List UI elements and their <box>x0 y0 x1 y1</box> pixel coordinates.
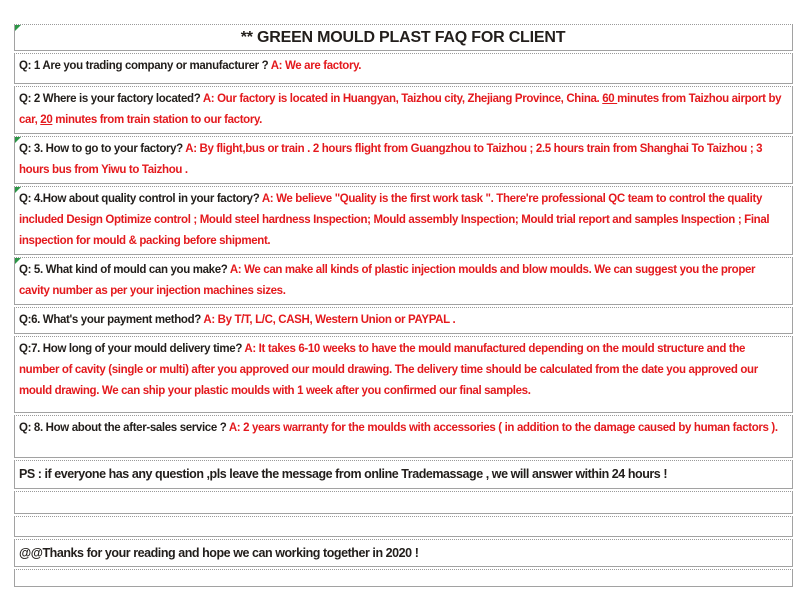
answer-text: minutes from Taizhou airport by car, <box>19 93 782 126</box>
faq-row-2 <box>14 86 793 134</box>
cell-comment-marker-icon <box>15 25 21 31</box>
empty-row-13 <box>14 569 793 587</box>
cell-comment-marker-icon <box>15 258 21 264</box>
note-text: PS : if everyone has any question ,pls leave the message from online Trademassage , we will answer within 24 hours ! <box>19 467 668 481</box>
question-text: Q: 5. What kind of mould can you make? <box>19 264 230 276</box>
question-text: Q: 3. How to go to your factory? <box>19 143 186 155</box>
faq-table <box>14 24 793 589</box>
question-text: Q:6. What's your payment method? <box>19 314 204 326</box>
answer-text: A: We are factory. <box>270 60 362 72</box>
empty-row-11 <box>14 516 793 537</box>
question-text: Q:7. How long of your mould delivery time? <box>19 343 245 355</box>
page-title: ** GREEN MOULD PLAST FAQ FOR CLIENT <box>240 29 566 46</box>
answer-text: A: Our factory is located in Huangyan, Taizhou city, Zhejiang Province, China. <box>202 93 603 105</box>
answer-text: 60 <box>602 93 618 105</box>
question-text: Q: 4.How about quality control in your factory? <box>19 193 262 205</box>
answer-text: A: By flight,bus or train . 2 hours flight from Guangzhou to Taizhou ; 2.5 hours train from Shanghai To Taizhou ; 3 hours bus from Yiwu to Taizhou . <box>19 143 763 176</box>
question-text: Q: 2 Where is your factory located? <box>19 93 203 105</box>
faq-row-7 <box>14 336 793 413</box>
faq-row-5 <box>14 257 793 305</box>
page-title-row <box>14 24 793 51</box>
faq-row-3 <box>14 136 793 184</box>
answer-text: A: By T/T, L/C, CASH, Western Union or PAYPAL . <box>203 314 456 326</box>
empty-row-10 <box>14 491 793 514</box>
cell-comment-marker-icon <box>15 137 21 143</box>
answer-text: A: We can make all kinds of plastic injection moulds and blow moulds. We can suggest you the proper cavity number as per your injection machines sizes. <box>19 264 756 297</box>
answer-text: A: It takes 6-10 weeks to have the mould manufactured depending on the mould structure and the number of cavity (single or multi) after you approved our mould drawing. The delivery time should be calculated from the date you approved our mould drawing. We can ship your plastic moulds with 1 week after you confirmed our final samples. <box>19 343 758 397</box>
faq-row-1 <box>14 53 793 84</box>
faq-row-8 <box>14 415 793 458</box>
note-row-9 <box>14 460 793 489</box>
answer-text: A: 2 years warranty for the moulds with accessories ( in addition to the damage caused by human factors ). <box>228 422 778 434</box>
answer-text: A: We believe "Quality is the first work task ". There're professional QC team to control the quality included Design Optimize control ; Mould steel hardness Inspection; Mould assembly Inspection; Mould trial report and samples Inspection ; Final inspection for mould & packing before shipment. <box>19 193 770 247</box>
answer-text: minutes from train station to our factory. <box>52 114 263 126</box>
faq-row-4 <box>14 186 793 255</box>
question-text: Q: 8. How about the after-sales service ? <box>19 422 229 434</box>
faq-row-6 <box>14 307 793 334</box>
cell-comment-marker-icon <box>15 187 21 193</box>
note-row-12 <box>14 539 793 567</box>
note-text: @@Thanks for your reading and hope we can working together in 2020 ! <box>19 546 419 560</box>
answer-text: 20 <box>40 114 53 126</box>
question-text: Q: 1 Are you trading company or manufacturer ? <box>19 60 271 72</box>
